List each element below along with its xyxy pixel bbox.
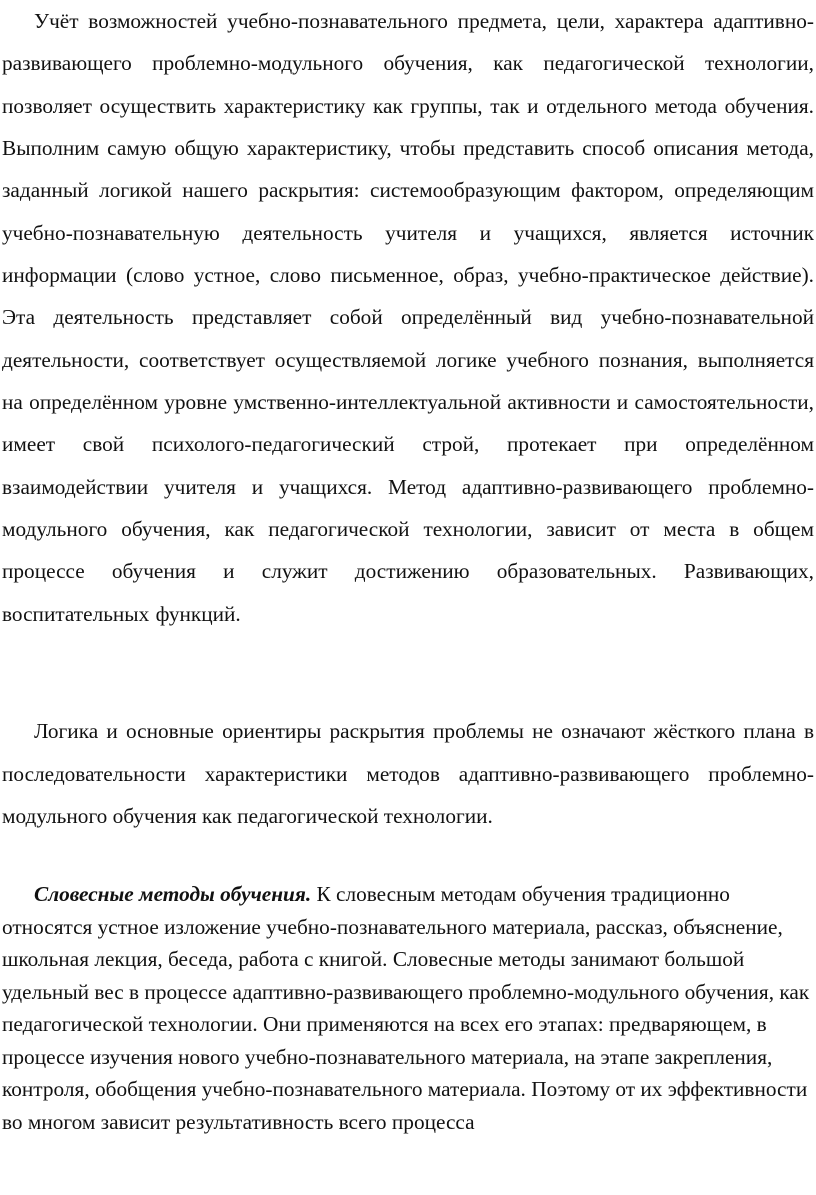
paragraph-methods-characteristic: Учёт возможностей учебно-познавательного предмета, цели, характера адаптивно-развивающего проблемно-модульного обучения, как педагогической технологии, позволяет осуществить характеристику как группы, так и отдельного метода обучения. Выполним самую общую характеристику, чтобы представить способ описания метода, заданный логикой нашего раскрытия: системообразующим фактором, определяющим учебно-познавательную деятельность учителя и учащихся, является источник информации (слово устное, слово письменное, образ, учебно-практическое действие). Эта деятельность представляет собой определённый вид учебно-познавательной деятельности, соответствует осуществляемой логике учебного познания, выполняется на определённом уровне умственно-интеллектуальной активности и самостоятельности, имеет свой психолого-педагогический строй, протекает при определённом взаимодействии учителя и учащихся. Метод адаптивно-развивающего проблемно-модульного обучения, как педагогической технологии, зависит от места в общем процессе обучения и служит достижению образовательных. Развивающих, воспитательных функций.: [2, 9, 814, 626]
paragraph-verbal-methods-body: К словесным методам обучения традиционно относятся устное изложение учебно-познавательного материала, рассказ, объяснение, школьная лекция, беседа, работа с книгой. Словесные методы занимают большой удельный вес в процессе адаптивно-развивающего проблемно-модульного обучения, как педагогической технологии. Они применяются на всех его этапах: предваряющем, в процессе изучения нового учебно-познавательного материала, на этапе закрепления, контроля, обобщения учебно-познавательного материала. Поэтому от их эффективности во многом зависит результативность всего процесса: [2, 882, 810, 1134]
section-heading-verbal-methods: Словесные методы обучения.: [34, 882, 312, 906]
paragraph-logic-orientation: Логика и основные ориентиры раскрытия проблемы не означают жёсткого плана в последовательности характеристики методов адаптивно-развивающего проблемно-модульного обучения как педагогической технологии.: [2, 719, 814, 828]
paragraph-verbal-methods: [2, 878, 814, 1138]
